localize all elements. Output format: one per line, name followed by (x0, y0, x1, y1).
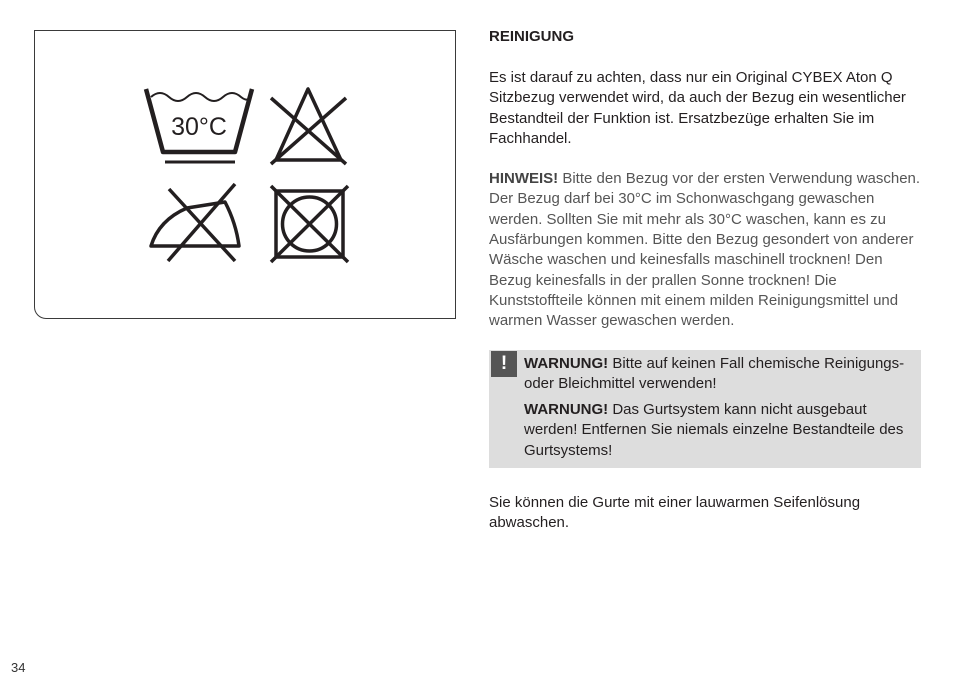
care-symbols-svg (35, 31, 457, 320)
warning-chemicals (524, 354, 909, 395)
section-heading: REINIGUNG (489, 28, 575, 45)
warning-box (489, 350, 921, 468)
no-tumble-dry-icon (271, 186, 348, 262)
no-iron-icon (151, 184, 239, 261)
wash-30-gentle-icon (146, 89, 252, 162)
paragraph-belts: Sie können die Gurte mit einer lauwarmen Seifenlösung abwaschen. (489, 494, 861, 532)
hinweis-label: HINWEIS! (489, 170, 559, 188)
warning-harness (524, 400, 909, 461)
warning-text: Bitte auf keinen Fall chemische Reinigungs- oder Bleichmittel verwenden! (524, 354, 905, 392)
page-number: 34 (11, 660, 26, 675)
warning-text: Das Gurtsystem kann nicht ausgebaut werden! Entfernen Sie niemals einzelne Bestandteile des Gurtsystems! (524, 401, 904, 459)
warning-label: WARNUNG! (524, 401, 609, 419)
warning-exclamation-icon: ! (491, 351, 517, 377)
no-bleach-icon (271, 89, 346, 164)
care-symbols-figure (34, 30, 456, 319)
paragraph-hinweis (489, 169, 921, 331)
paragraph-original-cover: Es ist darauf zu achten, dass nur ein Original CYBEX Aton Q Sitzbezug verwendet wird, da auch der Bezug ein wesentlicher Bestandteil der Funktion ist. Ersatzbezüge erhalten Sie im Fachhandel. (489, 69, 906, 147)
hinweis-text: Bitte den Bezug vor der ersten Verwendung waschen. Der Bezug darf bei 30°C im Schonwaschgang gewaschen werden. Sollten Sie mit mehr als 30°C waschen, kann es zu Ausfärbungen kommen. Bitte den Bezug gesondert von anderer Wäsche waschen und keinesfalls maschinell trocknen! Den Bezug keinesfalls in der prallen Sonne trocknen! Die Kunststoffteile können mit einem milden Reinigungsmittel und warmen Wasser gewaschen werden. (489, 170, 921, 330)
wash-temperature-label: 30°C (171, 113, 227, 141)
warning-label: WARNUNG! (524, 354, 609, 372)
text-column (489, 27, 921, 534)
